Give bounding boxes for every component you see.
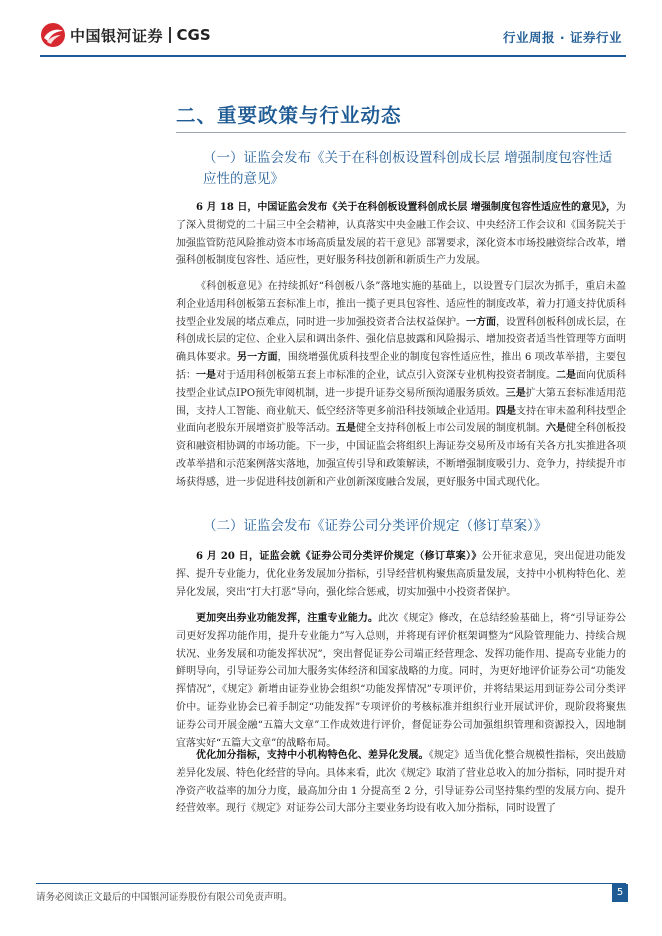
p2-text-6: 扩大第五套标准适用范围，支持人工智能、商业航天、低空经济等更多前沿科技领域企业适用。 xyxy=(176,387,626,417)
page-header xyxy=(0,0,662,62)
paragraph-2 xyxy=(176,278,626,492)
paragraph-5 xyxy=(176,747,626,818)
brand-name-en: CGS xyxy=(176,26,211,44)
footer-divider xyxy=(36,883,626,884)
p2-text-5: 面向优质科技型企业试点IPO预先审阅机制，进一步提升证券交易所预沟通服务质效。 xyxy=(176,369,626,399)
p2-text-3: ，围绕增强优质科技型企业的制度包容性适应性，推出 6 项改革举措，主要包括： xyxy=(176,352,627,381)
paragraph-3-body: 公开征求意见，突出促进功能发挥、提升专业能力，优化业务发展加分指标，引导经营机构聚焦高质量发展，支持中小机构特色化、差异化发展，突出“打大打恶”导向，强化综合惩戒，切实加强中小投资者保护。 xyxy=(176,551,626,598)
p2-text-2: ，设置科创板科创成长层，在科创成长层的定位、企业入层和调出条件、强化信息披露和风险揭示、增加投资者适当性管理等方面明确具体要求。 xyxy=(176,316,626,364)
brand-divider xyxy=(169,27,171,43)
p2-bold-4: 二是 xyxy=(556,369,576,381)
subsection-title-2: （二）证监会发布《证券公司分类评价规定（修订草案）》 xyxy=(203,518,548,534)
p2-bold-1: 一方面 xyxy=(466,316,496,328)
subsection-title-1: （一）证监会发布《关于在科创板设置科创成长层 增强制度包容性适应性的意见》 xyxy=(203,150,613,187)
paragraph-5-lead: 优化加分指标，支持中小机构特色化、差异化发展。 xyxy=(196,750,429,761)
p2-bold-7: 五是 xyxy=(336,423,356,435)
p2-bold-5: 三是 xyxy=(505,387,526,399)
paragraph-1 xyxy=(176,199,626,270)
page-number: 5 xyxy=(612,884,628,902)
paragraph-4 xyxy=(176,610,626,752)
section-title: 二、重要政策与行业动态 xyxy=(176,104,402,127)
paragraph-4-lead: 更加突出券业功能发挥，注重专业能力。 xyxy=(196,613,379,624)
p2-text-4: 对于适用科创板第五套上市标准的企业，试点引入资深专业机构投资者制度。 xyxy=(216,369,556,381)
p2-bold-3: 一是 xyxy=(196,369,216,381)
galaxy-logo-icon xyxy=(40,22,66,48)
p2-text-8: 健全支持科创板上市公司发展的制度机制。 xyxy=(356,423,546,435)
paragraph-1-lead: 6 月 18 日，中国证监会发布《关于在科创板设置科创成长层 增强制度包容性适应性的意见》， xyxy=(196,202,616,213)
section-divider xyxy=(176,132,626,133)
p2-text-7: 支持在审未盈利科技型企业面向老股东开展增资扩股等活动。 xyxy=(176,405,626,435)
p2-bold-2: 另一方面 xyxy=(237,352,278,364)
paragraph-4-body: 此次《规定》修改，在总结经验基础上，将“引导证券公司更好发挥功能作用，提升专业能力”写入总则，并将现有评价框架调整为“风险管理能力、持续合规状况、业务发展和功能发挥状况”，突出督促证券公司端正经营理念、发挥功能作用、提高专业能力的鲜明导向，引导证券公司加大服务实体经济和国家战略的力度。同时，为更好地评价证券公司“功能发挥情况”，《规定》新增由证券业协会组织“功能发挥情况”专项评价，并将结果运用到证券公司分类评价中。证券业协会已着手制定“功能发挥”专项评价的考核标准并组织行业开展试评价，现阶段将聚焦证券公司开展金融“五篇大文章”工作成效进行评价，督促证券公司加强组织管理和资源投入，因地制宜落实好“五篇大文章”的战略布局。 xyxy=(176,613,626,749)
p2-bold-6: 四是 xyxy=(496,405,516,417)
brand-name-cn: 中国银河证券 xyxy=(70,26,164,45)
report-category: 行业周报 · 证券行业 xyxy=(503,30,622,45)
paragraph-5-body: 《规定》适当优化整合规模性指标，突出鼓励差异化发展、特色化经营的导向。具体来看，此次《规定》取消了营业总收入的加分指标，同时提升对净资产收益率的加分力度，最高加分由 1 分提高至 2 分，引导证券公司坚持集约型的发展方向、提升经营效率。现行《规定》对证券公司大部分主要业务均设有收入加分指标，同时设置了 xyxy=(176,750,627,815)
paragraph-1-body: 为了深入贯彻党的二十届三中全会精神，认真落实中央金融工作会议、中央经济工作会议和《国务院关于加强监管防范风险推动资本市场高质量发展的若干意见》部署要求，深化资本市场投融资综合改革，增强科创板制度包容性、适应性，更好服务科技创新和新质生产力发展。 xyxy=(176,202,626,267)
brand-logo xyxy=(40,22,211,48)
header-divider xyxy=(40,55,626,57)
paragraph-3 xyxy=(176,548,626,601)
p2-bold-8: 六是 xyxy=(546,423,566,435)
p2-text-9: 健全科创板投资和融资相协调的市场功能。下一步，中国证监会将组织上海证券交易所及市场有关各方扎实推进各项改革举措和示范案例落实落地，加强宣传引导和政策解读，不断增强制度吸引力、竞争力，持续提升市场获得感，进一步促进科技创新和产业创新深度融合发展，更好服务中国式现代化。 xyxy=(176,423,626,488)
footer-disclaimer: 请务必阅读正文最后的中国银河证券股份有限公司免责声明。 xyxy=(36,892,293,903)
p2-text-1: 《科创板意见》在持续抓好“科创板八条”落地实施的基础上，以设置专门层次为抓手，重启未盈利企业适用科创板第五套标准上市，推出一揽子更具包容性、适应性的制度改革，着力打通支持优质科技型企业发展的堵点难点，同时进一步加强投资者合法权益保护。 xyxy=(176,281,626,328)
paragraph-3-lead: 6 月 20 日，证监会就《证券公司分类评价规定（修订草案）》 xyxy=(196,551,482,562)
